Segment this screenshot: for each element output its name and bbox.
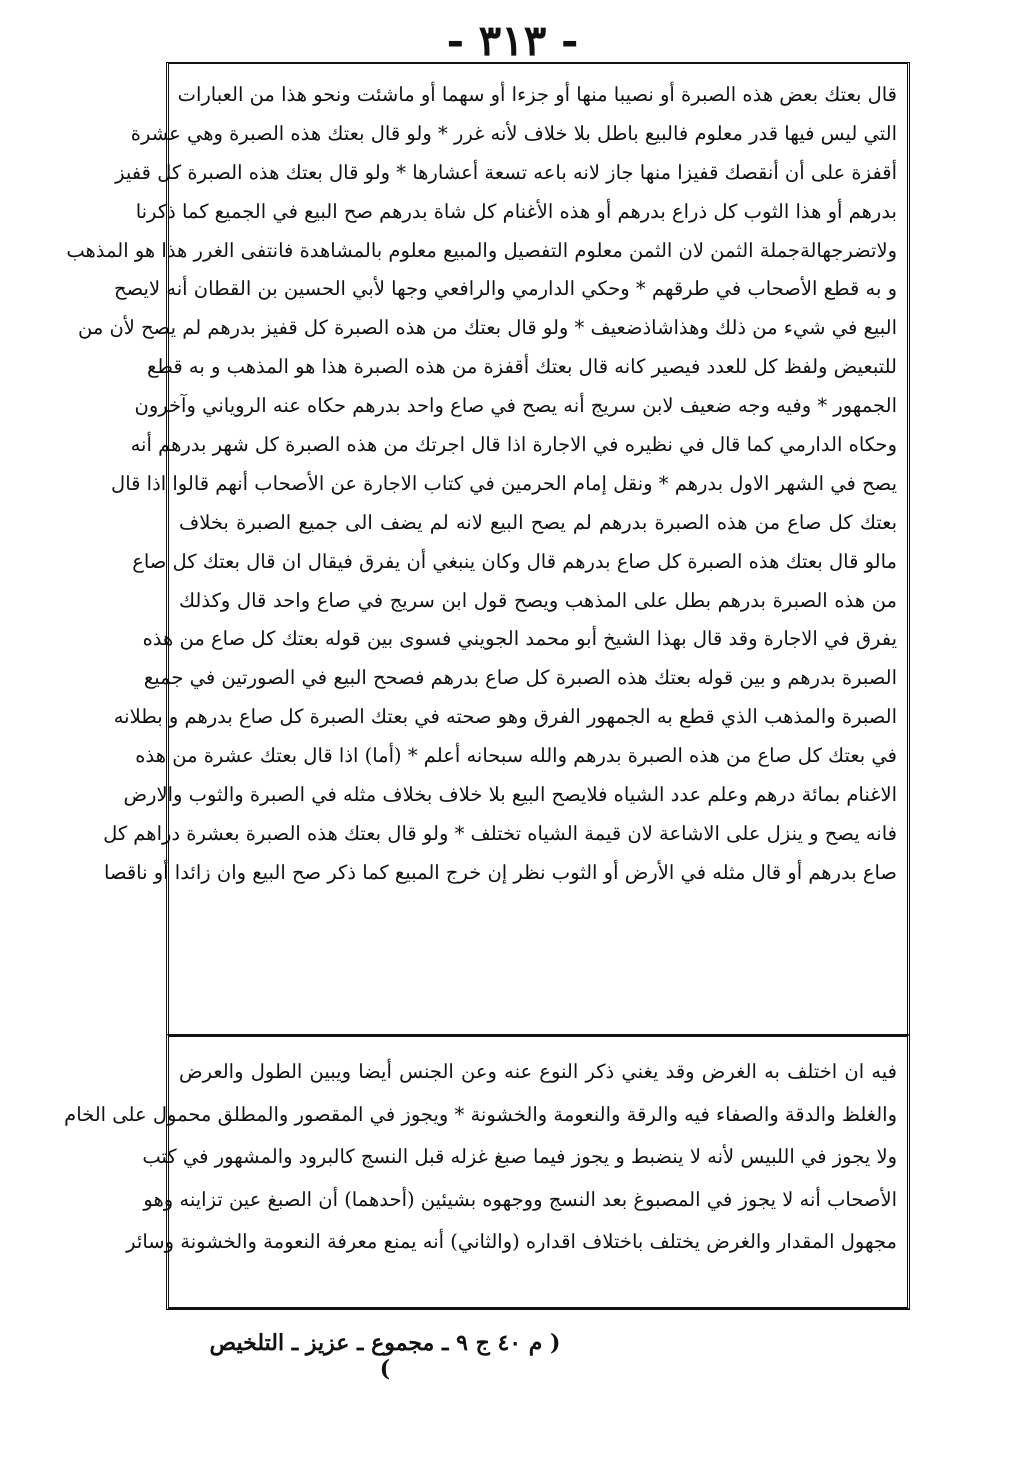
text-line: يفرق في الاجارة وقد قال بهذا الشيخ أبو محمد الجويني فسوى بين قوله بعتك كل صاع من هذه <box>142 627 897 651</box>
text-line: الصبرة بدرهم و بين قوله بعتك هذه الصبرة كل صاع بدرهم فصحح البيع في الصورتين في جميع <box>143 666 897 690</box>
commentary-line: ولا يجوز في اللبيس لأنه لا ينضبط و يجوز فيما صبغ غزله قبل النسج كالبرود والمشهور في كتب <box>142 1145 897 1168</box>
text-line: من هذه الصبرة بدرهم بطل على المذهب ويصح قول ابن سريج في صاع واحد قال وكذلك <box>179 588 897 612</box>
text-line: التي ليس فيها قدر معلوم فالبيع باطل بلا خلاف لأنه غرر * ولو قال بعتك هذه الصبرة وهي عشرة <box>130 121 897 145</box>
text-line: فانه يصح و ينزل على الاشاعة لان قيمة الشياه تختلف * ولو قال بعتك هذه الصبرة بعشرة دراهم كل <box>103 821 897 845</box>
commentary-line: والغلظ والدقة والصفاء فيه والرقة والنعومة والخشونة * ويجوز في المقصور والمطلق محمول على الخام <box>64 1102 897 1126</box>
commentary-lines <box>64 1051 897 1264</box>
text-line: صاع بدرهم أو قال مثله في الأرض أو الثوب نظر إن خرج المبيع كما ذكر صح البيع وان زائدا أو ناقصا <box>104 860 897 884</box>
text-line: الصبرة والمذهب الذي قطع به الجمهور الفرق وهو صحته في بعتك الصبرة كل صاع بدرهم و بطلانه <box>113 705 897 729</box>
commentary-block <box>64 1034 910 1310</box>
commentary-line: مجهول المقدار والغرض يختلف باختلاف اقداره (والثاني) أنه يمنع معرفة النعومة والخشونة وسائر <box>126 1230 897 1253</box>
text-line: في بعتك كل صاع من هذه الصبرة بدرهم والله سبحانه أعلم * (أما) اذا قال بعتك عشرة من هذه <box>135 744 897 768</box>
text-line: الجمهور * وفيه وجه ضعيف لابن سريج أنه يصح في صاع واحد بدرهم حكاه عنه الروياني وآخرون <box>134 394 897 418</box>
text-line: للتبعيض ولفظ كل للعدد فيصير كانه قال بعتك أقفزة من هذه الصبرة هذا هو المذهب و به قطع <box>147 355 897 379</box>
text-line: و به قطع الأصحاب في طرقهم * وحكي الدارمي والرافعي وجها لأبي الحسين بن القطان أنه لايصح <box>114 277 897 301</box>
text-line: وحكاه الدارمي كما قال في نظيره في الاجارة اذا قال اجرتك من هذه الصبرة كل شهر بدرهم أنه <box>130 433 897 457</box>
text-line: بعتك كل صاع من هذه الصبرة بدرهم لم يصح البيع لانه لم يضف الى جميع الصبرة بخلاف <box>179 510 897 534</box>
text-line: أقفزة على أن أنقصك قفيزا منها جاز لانه باعه تسعة أعشارها * ولو قال بعتك هذه الصبرة كل قفيز <box>115 160 897 184</box>
text-line: قال بعتك بعض هذه الصبرة أو نصيبا منها أو جزءا أو سهما أو ماشئت ونحو هذا من العبارات <box>177 83 897 106</box>
main-text-block <box>66 62 910 1034</box>
main-text-lines <box>66 76 897 893</box>
text-line: مالو قال بعتك هذه الصبرة كل صاع بدرهم قال وكان ينبغي أن يفرق فيقال ان قال بعتك كل صاع <box>132 549 897 573</box>
text-line: الاغنام بمائة درهم وعلم عدد الشياه فلايصح البيع بلا خلاف بخلاف مثله في الصبرة والثوب والارض <box>123 783 897 807</box>
text-line: يصح في الشهر الاول بدرهم * ونقل إمام الحرمين في كتاب الاجارة عن الأصحاب أنهم قالوا اذا قال <box>111 471 897 495</box>
text-line: البيع في شيء من ذلك وهذاشاذضعيف * ولو قال بعتك من هذه الصبرة كل قفيز بدرهم لم يصح لأن من <box>77 316 897 340</box>
text-line: بدرهم أو هذا الثوب كل ذراع بدرهم أو هذه الأغنام كل شاة بدرهم صح البيع في الجميع كما ذكرنا <box>135 199 897 223</box>
text-line: ولاتضرجهالةجملة الثمن لان الثمن معلوم التفصيل والمبيع معلوم بالمشاهدة فانتفى الغرر هذا هو المذهب <box>66 238 897 262</box>
commentary-line: الأصحاب أنه لا يجوز في المصبوغ بعد النسج ووجهوه بشيئين (أحدهما) أن الصبغ عين تزاينه وهو <box>143 1187 897 1211</box>
signature-footer: ( م ٤٠ ج ٩ ـ مجموع ـ عزيز ـ التلخيص ) <box>209 1330 561 1382</box>
page-number: - ٣١٣ - <box>446 16 579 65</box>
commentary-line: فيه ان اختلف به الغرض وقد يغني ذكر النوع عنه وعن الجنس أيضا ويبين الطول والعرض <box>179 1060 897 1083</box>
